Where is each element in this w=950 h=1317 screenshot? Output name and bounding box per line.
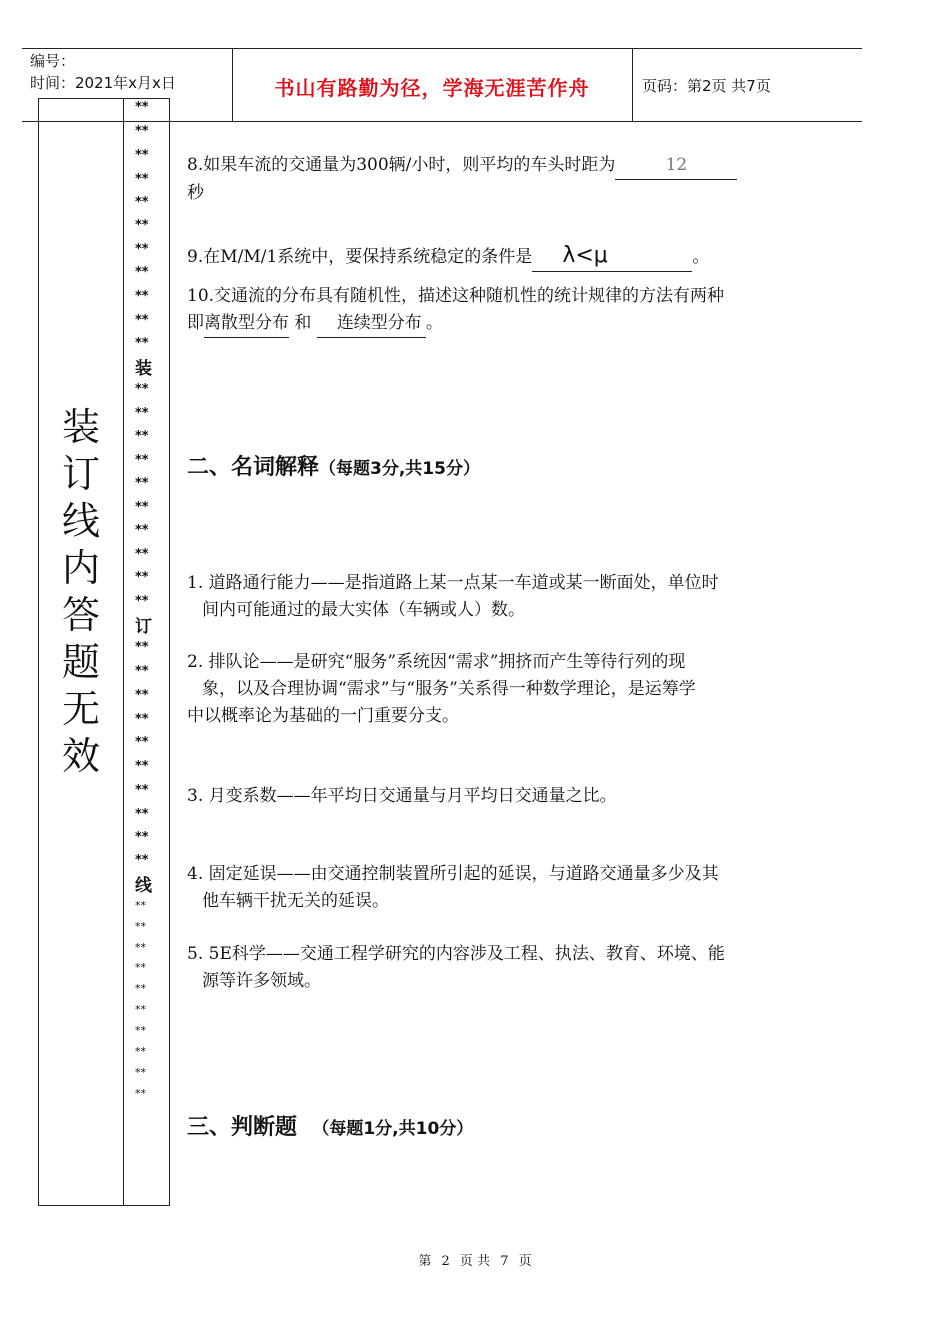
time-label: 时间：2021年x月x日	[30, 74, 176, 92]
binding-warning-char: 装	[61, 405, 100, 449]
definition-4-line2: 他车辆干扰无关的延误。	[202, 891, 389, 911]
binding-star: **	[135, 961, 146, 974]
binding-star: **	[135, 664, 149, 679]
binding-warning-char: 答	[61, 593, 100, 637]
header-meta	[30, 50, 176, 94]
binding-star: **	[135, 124, 149, 139]
section-2-note: （每题3分,共15分）	[319, 459, 480, 479]
question-10-mid: 和	[294, 313, 312, 333]
question-9-text: 9.在M/M/1系统中，要保持系统稳定的条件是	[187, 247, 533, 267]
question-10-answer-2: 连续型分布	[317, 310, 426, 338]
definition-4-line1: 4. 固定延误——由交通控制装置所引起的延误，与道路交通量多少及其	[187, 864, 719, 884]
question-10-end: 。	[425, 313, 443, 333]
binding-star: **	[135, 735, 149, 750]
footer-prefix: 第	[418, 1254, 432, 1269]
footer-page: 2	[441, 1254, 450, 1269]
binding-star: **	[135, 476, 149, 491]
binding-star: **	[135, 218, 149, 233]
binding-star: **	[135, 289, 149, 304]
question-9-end: 。	[692, 247, 710, 267]
binding-warning-char: 题	[61, 640, 100, 684]
header-divider-right	[632, 48, 633, 121]
binding-star: **	[135, 759, 149, 774]
footer-suffix: 页	[518, 1254, 532, 1269]
definition-1-line2: 间内可能通过的最大实体（车辆或人）数。	[202, 600, 525, 620]
header-top-rule	[22, 48, 862, 49]
question-10	[187, 283, 724, 338]
definition-2-line3: 中以概率论为基础的一门重要分支。	[187, 706, 459, 726]
binding-star: **	[135, 265, 149, 280]
section-2-heading	[187, 450, 480, 481]
binding-star: **	[135, 712, 149, 727]
binding-star: **	[135, 313, 149, 328]
binding-warning-char: 效	[61, 734, 100, 778]
definition-5-line2: 源等许多领域。	[202, 971, 321, 991]
question-8-answer: 12	[665, 155, 688, 175]
binding-warning-char: 线	[61, 499, 100, 543]
binding-star: **	[135, 1024, 146, 1037]
definition-2-line1: 2. 排队论——是研究“服务”系统因“需求”拥挤而产生等待行列的现	[187, 652, 686, 672]
binding-star: **	[135, 570, 149, 585]
binding-star: **	[135, 453, 149, 468]
binding-star: **	[135, 920, 146, 933]
binding-star: **	[135, 336, 149, 351]
binding-star: **	[135, 148, 149, 163]
binding-star: **	[135, 941, 146, 954]
motto: 书山有路勤为径，学海无涯苦作舟	[274, 76, 590, 100]
section-3-note: （每题1分,共10分）	[312, 1119, 474, 1139]
binding-star: **	[135, 1066, 146, 1079]
footer-mid: 页 共	[459, 1254, 491, 1269]
question-8-unit: 秒	[187, 183, 204, 203]
binding-mark-char: 订	[135, 617, 152, 637]
binding-star: **	[135, 429, 149, 444]
definition-2	[187, 649, 837, 730]
question-9-answer: λ<μ	[562, 243, 608, 268]
definition-2-line2: 象，以及合理协调“需求”与“服务”关系得一种数学理论，是运筹学	[202, 679, 696, 699]
section-2-title: 二、名词解释	[187, 455, 320, 480]
binding-star: **	[135, 242, 149, 257]
binding-star: **	[135, 172, 149, 187]
footer-total: 7	[500, 1254, 509, 1269]
section-3-title: 三、判断题	[187, 1115, 298, 1140]
binding-warning-char: 无	[61, 687, 100, 731]
section-3-heading	[187, 1110, 473, 1141]
question-10-prefix: 即	[187, 313, 204, 333]
definition-1-line1: 1. 道路通行能力——是指道路上某一点某一车道或某一断面处，单位时	[187, 573, 719, 593]
binding-star: **	[135, 500, 149, 515]
binding-star: **	[135, 382, 149, 397]
binding-stars-column	[124, 98, 170, 1206]
definition-5-line1: 5. 5E科学——交通工程学研究的内容涉及工程、执法、教育、环境、能	[187, 944, 725, 964]
binding-warning	[39, 404, 123, 780]
definition-3	[187, 783, 837, 810]
binding-star: **	[135, 982, 146, 995]
binding-warning-char: 内	[61, 546, 100, 590]
binding-star: **	[135, 195, 149, 210]
binding-star: **	[135, 406, 149, 421]
question-8-blank	[615, 152, 737, 180]
question-8-text: 8.如果车流的交通量为300辆/小时，则平均的车头时距为	[187, 155, 616, 175]
code-label: 编号：	[30, 52, 76, 70]
binding-star: **	[135, 830, 149, 845]
definition-5	[187, 941, 837, 995]
question-10-answer-1: 离散型分布	[204, 310, 289, 338]
binding-star: **	[135, 1045, 146, 1058]
page-label: 页码：第2页 共7页	[642, 77, 771, 95]
binding-mark-char: 线	[135, 876, 152, 896]
question-8	[187, 152, 737, 207]
binding-star: **	[135, 1087, 146, 1100]
question-10-text: 10.交通流的分布具有随机性，描述这种随机性的统计规律的方法有两种	[187, 286, 725, 306]
binding-mark-char: 装	[135, 359, 152, 379]
binding-box	[38, 98, 124, 1206]
binding-star: **	[135, 899, 146, 912]
binding-star: **	[135, 1003, 146, 1016]
binding-warning-char: 订	[61, 452, 100, 496]
binding-star: **	[135, 853, 149, 868]
binding-star: **	[135, 594, 149, 609]
binding-star: **	[135, 783, 149, 798]
question-9	[187, 242, 709, 272]
binding-star: **	[135, 807, 149, 822]
binding-star: **	[135, 100, 149, 115]
binding-star: **	[135, 688, 149, 703]
definition-3-line1: 3. 月变系数——年平均日交通量与月平均日交通量之比。	[187, 786, 617, 806]
binding-star: **	[135, 547, 149, 562]
page-footer	[0, 1250, 950, 1269]
binding-star: **	[135, 640, 149, 655]
definition-4	[187, 861, 837, 915]
definition-1	[187, 570, 837, 624]
question-9-blank	[532, 242, 692, 272]
binding-star: **	[135, 523, 149, 538]
